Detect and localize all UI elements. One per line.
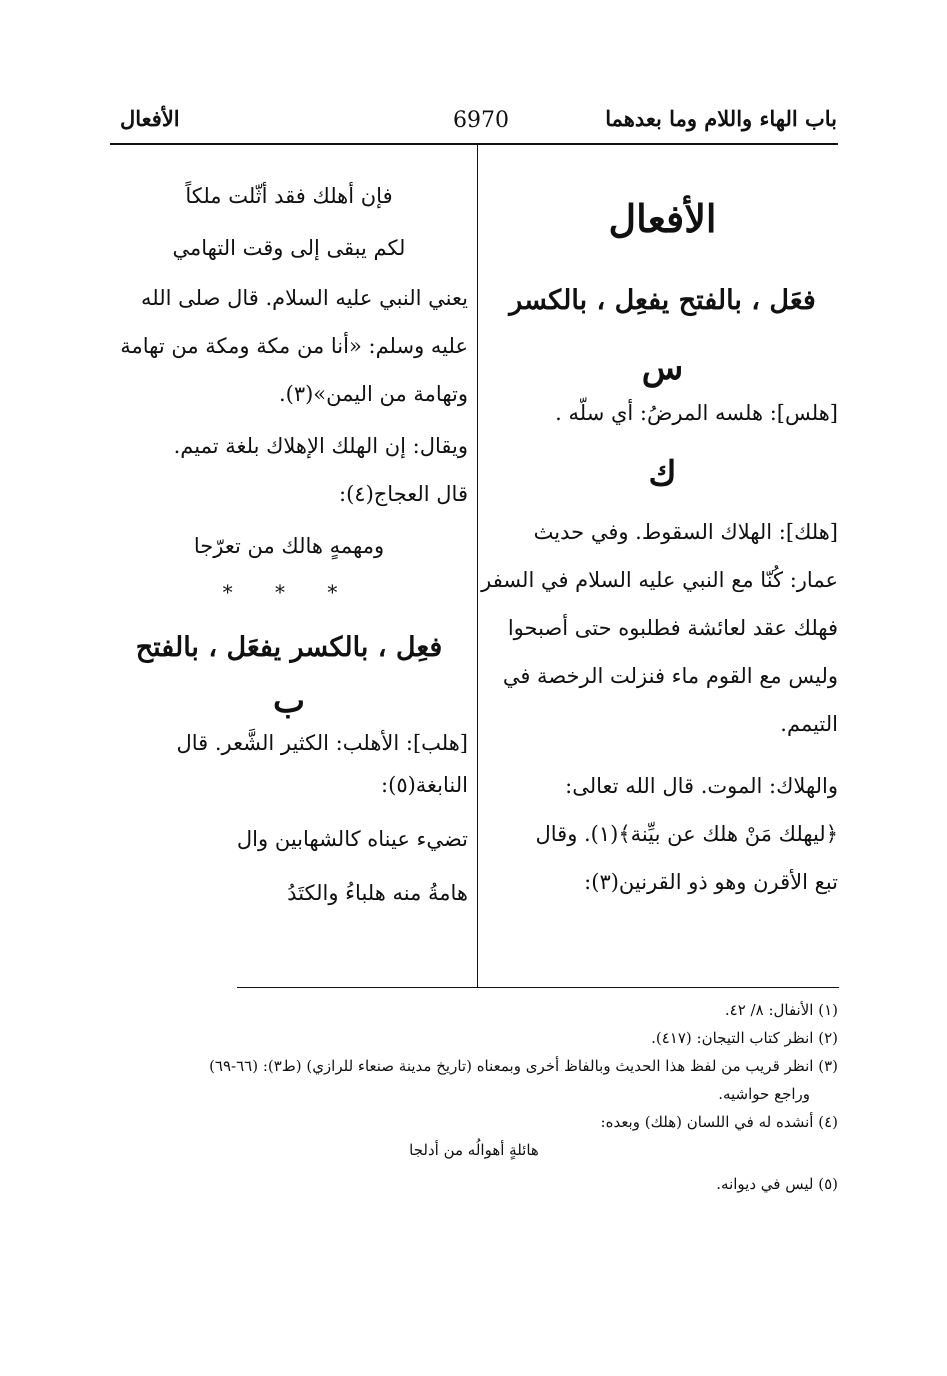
footnotes xyxy=(110,996,838,1198)
entry-hals: [هلس]: هلسه المرضُ: أي سلّه . xyxy=(555,401,838,425)
text-line: [هلب]: الأهلب: الكثير الشَّعر. قال xyxy=(176,731,468,755)
letter-heading-b: ب xyxy=(272,681,305,721)
entry-halak xyxy=(481,508,838,748)
text-line: ويقال: إن الهلك الإهلاك بلغة تميم. xyxy=(173,434,468,458)
right-column xyxy=(481,152,838,906)
footnote-continuation: وراجع حواشيه. xyxy=(718,1085,810,1103)
text-line: النابغة(٥): xyxy=(381,773,468,797)
text-line: وتهامة من اليمن»(٣). xyxy=(278,382,468,406)
section-subtitle: فعَل ، بالفتح يفعِل ، بالكسر xyxy=(509,285,816,316)
text-line: ﴿ليهلك مَنْ هلك عن بيِّنة﴾(١). وقال xyxy=(535,822,838,846)
verse-line: ومهمهٍ هالك من تعرّجا xyxy=(193,534,385,558)
left-column xyxy=(110,152,468,919)
text-line: يعني النبي عليه السلام. قال صلى الله xyxy=(141,286,468,310)
text-line: عليه وسلم: «أنا من مكة ومكة من تهامة xyxy=(120,334,468,358)
footnote-verse: هائلةٍ أهوالُه من أدلجا xyxy=(409,1141,539,1159)
letter-heading-s: س xyxy=(641,348,684,388)
text-line: [هلك]: الهلاك السقوط. وفي حديث xyxy=(533,520,838,544)
text-line: تبع الأقرن وهو ذو القرنين(٣): xyxy=(584,870,838,894)
entry-halak-death xyxy=(487,762,838,906)
header-rule xyxy=(110,143,838,145)
text-line: التيمم. xyxy=(780,712,838,736)
text-line: والهلاك: الموت. قال الله تعالى: xyxy=(565,774,838,798)
running-header-chapter: باب الهاء واللام وما بعدهما xyxy=(605,106,837,131)
footnote: (٤) أنشده له في اللسان (هلك) وبعده: xyxy=(600,1113,838,1131)
text-line: قال العجاج(٤): xyxy=(339,482,468,506)
footnote: (٢) انظر كتاب التيجان: (٤١٧). xyxy=(651,1029,838,1047)
footnote-rule xyxy=(237,987,839,988)
text-line: عمار: كُنّا مع النبي عليه السلام في السفر xyxy=(481,568,838,592)
footnote: (١) الأنفال: ٨/ ٤٢. xyxy=(724,1001,838,1019)
text-line: فهلك عقد لعائشة فطلبوه حتى أصبحوا xyxy=(507,616,838,640)
footnote: (٣) انظر قريب من لفظ هذا الحديث وبالفاظ أخرى وبمعناه (تاريخ مدينة صنعاء للرازي) (ط٣): (٦٦-٦٩) xyxy=(209,1057,838,1075)
verse-line: هامةُ منه هلباءُ والكتَدُ xyxy=(287,881,468,905)
page-number: 6970 xyxy=(453,108,509,133)
column-divider xyxy=(477,145,478,988)
section-title: الأفعال xyxy=(608,196,717,241)
verse-line: فإن أهلك فقد أثّلت ملكاً xyxy=(185,184,393,208)
running-header-section: الأفعال xyxy=(120,106,180,131)
section-subtitle: فعِل ، بالكسر يفعَل ، بالفتح xyxy=(135,632,443,663)
text-line: وليس مع القوم ماء فنزلت الرخصة في xyxy=(502,664,838,688)
verse-line: لكم يبقى إلى وقت التهامي xyxy=(172,236,406,260)
footnote: (٥) ليس في ديوانه. xyxy=(716,1175,838,1193)
verse-line: تضيء عيناه كالشهابين وال xyxy=(236,827,468,851)
section-separator: * * * xyxy=(222,580,356,604)
letter-heading-k: ك xyxy=(648,454,677,494)
